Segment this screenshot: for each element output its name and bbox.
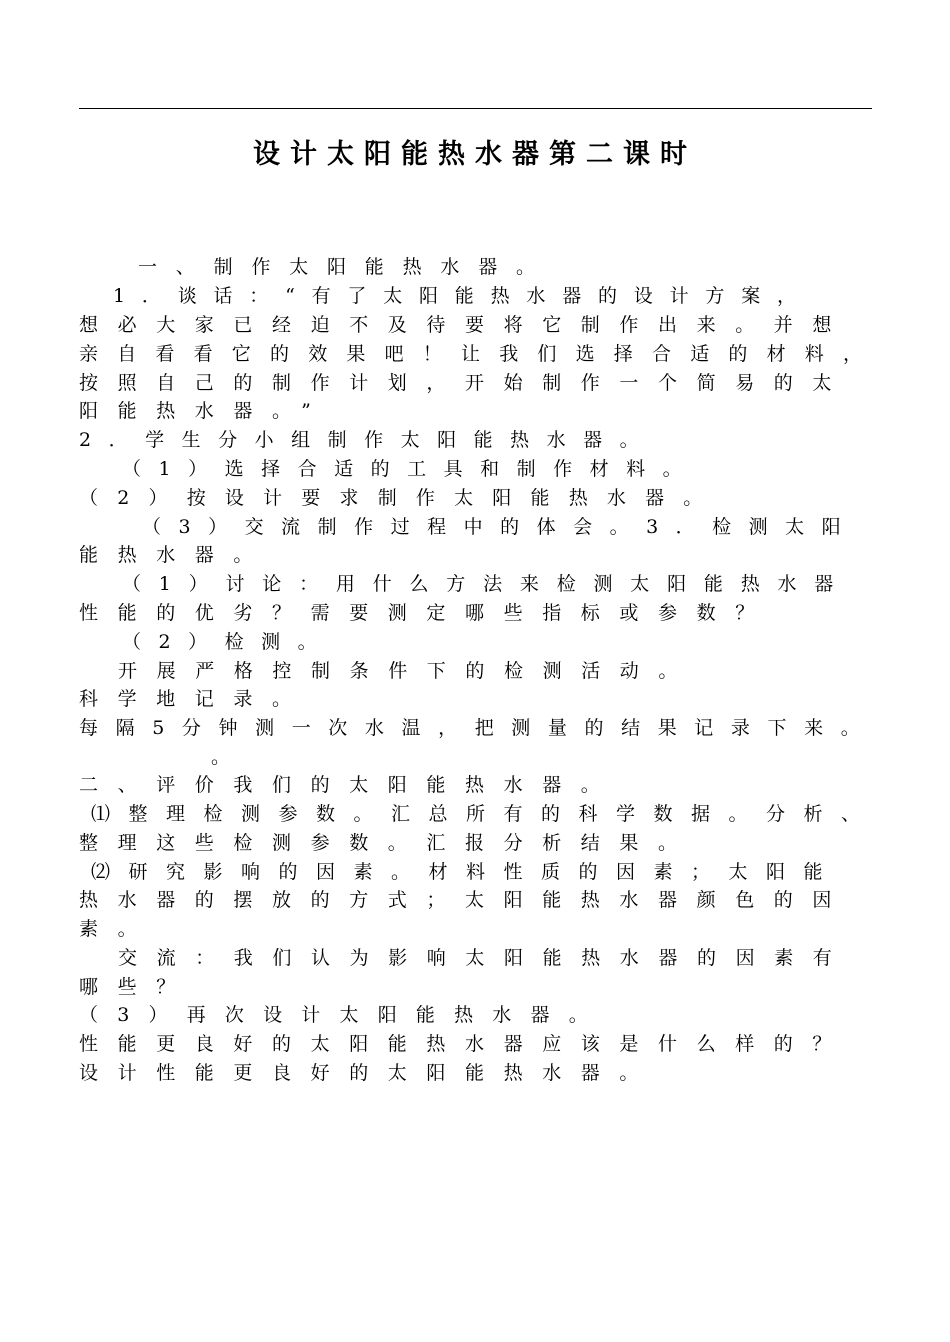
body-line: （1）选择合适的工具和制作材料。 <box>122 458 700 480</box>
body-line: 能热水器。 <box>79 544 273 566</box>
body-line: 阳能热水器。” <box>79 400 331 422</box>
body-line: （1）讨论：用什么方法来检测太阳能热水器 <box>122 573 852 595</box>
header-rule <box>79 108 872 109</box>
body-line: （2）按设计要求制作太阳能热水器。 <box>79 487 722 509</box>
body-line: 哪些？ <box>79 976 195 998</box>
body-line: 设计性能更良好的太阳能热水器。 <box>79 1062 659 1084</box>
body-line: 2．学生分小组制作太阳能热水器。 <box>79 429 657 451</box>
body-line: （3）交流制作过程中的体会。3．检测太阳 <box>142 516 859 538</box>
body-line: （3）再次设计太阳能热水器。 <box>79 1004 607 1026</box>
body-line: 科学地记录。 <box>79 688 311 710</box>
body-line: 性能的优劣？需要测定哪些指标或参数？ <box>79 602 774 624</box>
page-title: 设计太阳能热水器第二课时 <box>253 139 697 170</box>
body-line: 二、评价我们的太阳能热水器。 <box>79 774 620 796</box>
body-line: 整理这些检测参数。汇报分析结果。 <box>79 832 697 854</box>
body-line: 按照自己的制作计划，开始制作一个简易的太 <box>79 372 852 394</box>
body-line: 素。 <box>79 918 157 940</box>
body-line: 开展严格控制条件下的检测活动。 <box>118 660 698 682</box>
body-line: 性能更良好的太阳能热水器应该是什么样的？ <box>79 1033 852 1055</box>
body-line: ⑴整理检测参数。汇总所有的科学数据。分析、 <box>91 803 879 825</box>
body-line: 交流：我们认为影响太阳能热水器的因素有 <box>118 947 852 969</box>
body-line: 每隔5分钟测一次水温，把测量的结果记录下来。 <box>79 717 878 739</box>
body-line: 1．谈话：“有了太阳能热水器的设计方案， <box>113 285 813 307</box>
body-line: 。 <box>211 746 231 768</box>
body-line: 一、制作太阳能热水器。 <box>138 256 554 278</box>
body-line: ⑵研究影响的因素。材料性质的因素；太阳能 <box>91 861 842 883</box>
body-line: 亲自看看它的效果吧！让我们选择合适的材料， <box>79 343 882 365</box>
body-line: 热水器的摆放的方式；太阳能热水器颜色的因 <box>79 889 852 911</box>
body-line: （2）检测。 <box>122 631 335 653</box>
body-line: 想必大家已经迫不及待要将它制作出来。并想 <box>79 314 852 336</box>
